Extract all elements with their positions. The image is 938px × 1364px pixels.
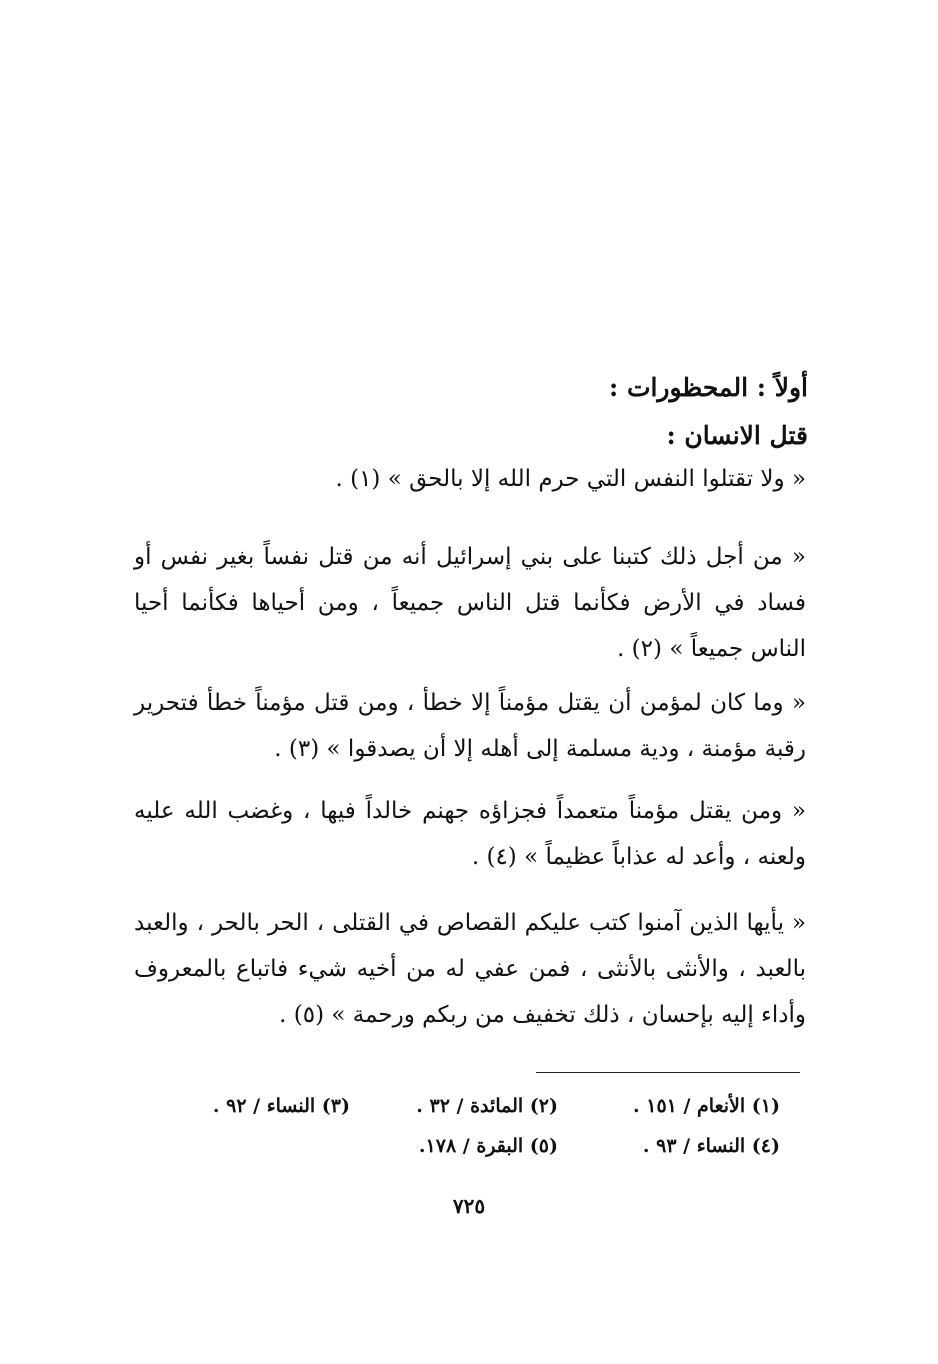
- footnote-4: (٤) النساء / ٩٣ .: [642, 1135, 780, 1157]
- paragraph-5: « يأيها الذين آمنوا كتب عليكم القصاص في القتلى ، الحر بالحر ، والعبد بالعبد ، والأنثى بالأنثى ، فمن عفي له من أخيه شيء فاتباع بالمعروف وأداء إليه بإحسان ، ذلك تخفيف من ربكم ورحمة » (٥) .: [134, 910, 806, 1028]
- footnote-2: (٢) المائدة / ٣٢ .: [416, 1095, 558, 1117]
- paragraph-4: « ومن يقتل مؤمناً متعمداً فجزاؤه جهنم خالداً فيها ، وغضب الله عليه ولعنه ، وأعد له عذاباً عظيماً » (٤) .: [134, 798, 806, 870]
- paragraph-1: « ولا تقتلوا النفس التي حرم الله إلا بالحق » (١) .: [335, 466, 806, 492]
- section-heading: أولاً : المحظورات :: [609, 373, 808, 402]
- paragraph-2: « من أجل ذلك كتبنا على بني إسرائيل أنه من قتل نفساً بغير نفس أو فساد في الأرض فكأنما قتل الناس جميعاً ، ومن أحياها فكأنما أحيا الناس جميعاً » (٢) .: [134, 544, 806, 662]
- subsection-heading: قتل الانسان :: [666, 421, 808, 450]
- footnote-1: (١) الأنعام / ١٥١ .: [633, 1095, 780, 1117]
- footnote-3: (٣) النساء / ٩٢ .: [212, 1095, 350, 1117]
- footnote-5: (٥) البقرة / ١٧٨.: [418, 1135, 558, 1157]
- footnote-divider: [536, 1072, 800, 1073]
- footnote-row: [190, 1128, 780, 1164]
- page-number: ٧٢٥: [452, 1194, 486, 1218]
- footnote-row: [190, 1088, 780, 1124]
- paragraph-3: « وما كان لمؤمن أن يقتل مؤمناً إلا خطأ ، ومن قتل مؤمناً خطأ فتحرير رقبة مؤمنة ، ودية مسلمة إلى أهله إلا أن يصدقوا » (٣) .: [134, 690, 806, 762]
